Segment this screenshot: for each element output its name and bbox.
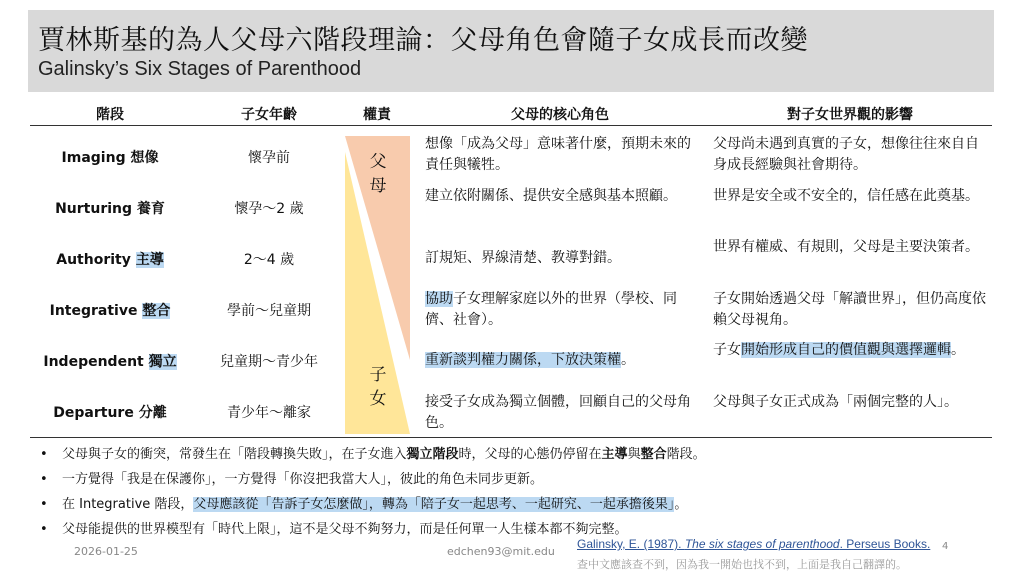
stage-en: Integrative (49, 303, 138, 319)
bullet-dot: • (40, 472, 48, 487)
role-text: 。 (621, 352, 635, 368)
citation-title[interactable]: The six stages of parenthood (684, 537, 840, 551)
bullet-text: 與 (627, 447, 641, 462)
bullet-text: 階段。 (666, 447, 706, 462)
stage-zh: 分離 (138, 405, 167, 421)
age-independent: 兒童期～青少年 (220, 354, 318, 370)
parent-label (365, 150, 391, 198)
stage-integrative (30, 300, 190, 320)
age-departure: 青少年～離家 (227, 405, 311, 421)
stage-zh: 整合 (142, 303, 171, 319)
page-number: 4 (942, 541, 949, 552)
impact-departure: 父母與子女正式成為「兩個完整的人」。 (713, 394, 958, 410)
bullet-highlight: 父母應該從「告訴子女怎麼做」，轉為「陪子女一起思考、一起研究、一起承擔後果」 (193, 497, 675, 512)
stage-en: Independent (43, 354, 144, 370)
bullet-text: 父母與子女的衝突，常發生在「階段轉換失敗」，在子女進入 (62, 447, 407, 462)
citation-link[interactable] (577, 537, 930, 551)
role-integrative (425, 289, 700, 331)
child-label-char-1: 子 (369, 365, 387, 385)
citation-author[interactable]: Galinsky, E. (1987). (577, 537, 685, 551)
impact-text: 。 (951, 342, 965, 358)
title-bar (28, 10, 994, 92)
bullet-item (36, 446, 996, 464)
impact-integrative: 子女開始透過父母「解讀世界」，但仍高度依賴父母視角。 (713, 291, 986, 328)
role-text: 子女理解家庭以外的世界（學校、同儕、社會）。 (425, 291, 677, 328)
child-label (365, 363, 391, 411)
role-independent (425, 350, 700, 371)
header-power: 權責 (363, 107, 391, 123)
citation-note: 查中文應該查不到，因為我一開始也找不到，上面是我自己翻譯的。 (577, 558, 907, 571)
bullet-bold: 整合 (640, 447, 667, 462)
age-integrative: 學前～兒童期 (227, 303, 311, 319)
impact-imaging: 父母尚未遇到真實的子女，想像往往來自自身成長經驗與社會期待。 (713, 136, 979, 173)
table-bottom-rule (30, 437, 992, 438)
footer-date: 2026-01-25 (74, 545, 138, 558)
stage-en: Authority (56, 252, 131, 268)
stage-en: Departure (53, 405, 134, 421)
impact-nurturing: 世界是安全或不安全的，信任感在此奠基。 (713, 188, 979, 204)
stage-zh: 獨立 (148, 354, 177, 370)
bullet-dot: • (40, 497, 48, 512)
impact-independent (713, 340, 992, 361)
age-nurturing: 懷孕～2 歲 (234, 201, 304, 217)
role-departure: 接受子女成為獨立個體，回顧自己的父母角色。 (425, 394, 691, 431)
age-authority: 2～4 歲 (243, 252, 295, 268)
bullet-text: 父母能提供的世界模型有「時代上限」，這不是父母不夠努力，而是任何單一人生樣本都不夠完整。 (62, 522, 628, 537)
role-authority: 訂規矩、界線清楚、教導對錯。 (425, 250, 621, 266)
stage-zh: 養育 (136, 201, 165, 217)
bullet-bold: 獨立階段 (406, 447, 459, 462)
parent-label-char-2: 母 (369, 176, 387, 196)
stage-departure (30, 402, 190, 422)
header-stage: 階段 (96, 107, 124, 123)
bullet-text: 時，父母的心態仍停留在 (458, 447, 602, 462)
stage-zh: 主導 (135, 252, 164, 268)
stage-independent (30, 351, 190, 371)
slide-subtitle: Galinsky’s Six Stages of Parenthood (38, 58, 362, 80)
header-role: 父母的核心角色 (511, 107, 609, 123)
slide-title: 賈林斯基的為人父母六階段理論：父母角色會隨子女成長而改變 (38, 25, 808, 56)
stage-zh: 想像 (130, 150, 159, 166)
bullet-item (36, 496, 996, 514)
stage-en: Nurturing (55, 201, 133, 217)
bullet-dot: • (40, 522, 48, 537)
role-highlight: 重新談判權力關係，下放決策權 (425, 352, 621, 368)
bullet-bold: 主導 (601, 447, 628, 462)
role-nurturing: 建立依附關係、提供安全感與基本照顧。 (425, 188, 677, 204)
role-imaging: 想像「成為父母」意味著什麼，預期未來的責任與犧牲。 (425, 136, 691, 173)
bullet-text: 。 (674, 497, 688, 512)
child-label-char-2: 女 (369, 389, 387, 409)
bullet-list (36, 446, 996, 546)
role-highlight: 協助 (425, 291, 453, 307)
stage-imaging (30, 147, 190, 167)
footer-email: edchen93@mit.edu (447, 545, 555, 558)
header-age: 子女年齡 (241, 107, 297, 123)
impact-highlight: 開始形成自己的價值觀與選擇邏輯 (741, 342, 951, 358)
bullet-item (36, 471, 996, 489)
stage-en: Imaging (61, 150, 126, 166)
stage-authority (30, 249, 190, 269)
bullet-text: 一方覺得「我是在保護你」，一方覺得「你沒把我當大人」，彼此的角色未同步更新。 (62, 472, 544, 487)
age-imaging: 懷孕前 (248, 150, 290, 166)
bullet-dot: • (40, 447, 48, 462)
stage-nurturing (30, 198, 190, 218)
bullet-text: 在 Integrative 階段， (62, 497, 194, 512)
impact-pre: 子女 (713, 342, 741, 358)
header-impact: 對子女世界觀的影響 (787, 107, 913, 123)
impact-authority: 世界有權威、有規則，父母是主要決策者。 (713, 239, 979, 255)
citation-publisher[interactable]: . Perseus Books. (839, 537, 931, 551)
header-rule (30, 125, 992, 126)
parent-label-char-1: 父 (369, 152, 387, 172)
